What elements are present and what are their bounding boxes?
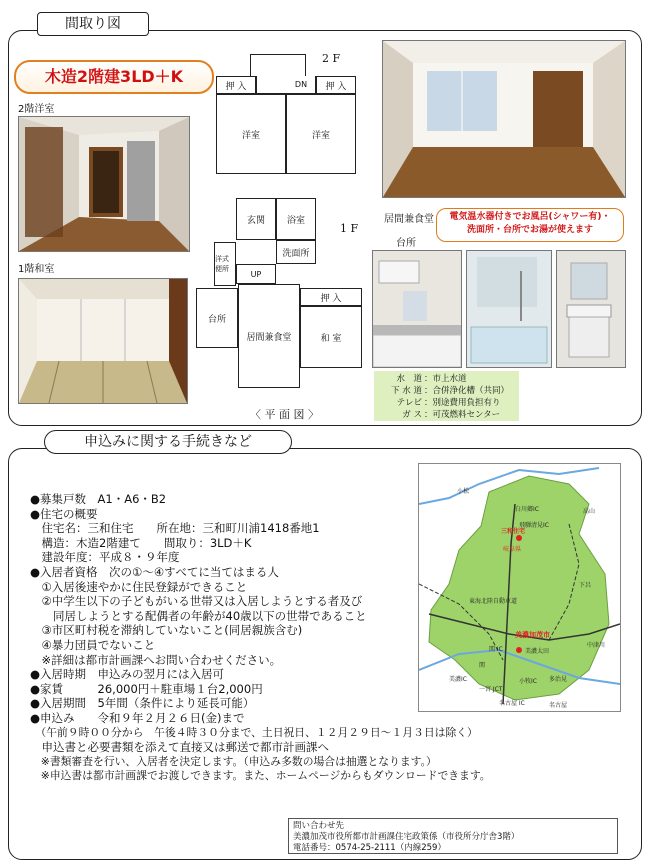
detail-line: ②中学生以下の子どもがいる世帯又は入居しようとする者及び xyxy=(30,594,363,609)
contact-box xyxy=(288,818,618,854)
caption-living-dining: 居間兼食堂 xyxy=(384,214,434,225)
photo-upstairs-western xyxy=(18,116,190,252)
util-tv-label: テレビ xyxy=(396,398,422,408)
hot-water-notice xyxy=(436,208,624,242)
util-sewer-value: ：合併浄化槽（共同） xyxy=(424,386,510,396)
room-2f-hall xyxy=(256,76,316,94)
caption-first-japanese: 1階和室 xyxy=(18,264,55,275)
detail-line: （午前９時００分から 午後４時３０分まで、土日祝日、１２月２９日～１月３日は除く） xyxy=(30,725,478,739)
map-label-seki: 関 xyxy=(479,662,486,669)
util-water-value: ：市上水道 xyxy=(424,374,467,384)
room-2f-western-right: 洋室 xyxy=(286,94,356,174)
contact-office: 美濃加茂市役所都市計画課住宅政策係（市役所分庁舎3階） xyxy=(293,832,520,842)
detail-line: ④暴力団員でないこと xyxy=(30,637,156,652)
map-label-nagoya: 名古屋 xyxy=(549,702,568,709)
detail-line: ●募集戸数 A1・A6・B2 xyxy=(30,492,167,506)
map-label-komaki: 小牧IC xyxy=(519,678,537,685)
detail-line: ①入居後速やかに住民登録ができること xyxy=(30,579,248,594)
room-1f-toilet: 洋式便所 xyxy=(214,242,236,286)
floorplan-1f xyxy=(196,198,366,398)
detail-line: ●入居者資格 次の①～④すべてに当てはまる人 xyxy=(30,564,279,579)
room-1f-japanese: 和 室 xyxy=(300,306,362,368)
map-label-tajimi: 多治見 xyxy=(549,676,568,683)
room-1f-entrance: 玄関 xyxy=(236,198,276,240)
section-title-floorplan: 間取り図 xyxy=(37,12,149,36)
detail-line: ●入居期間 5年間（条件により延長可能） xyxy=(30,696,255,711)
room-1f-stairs: UP xyxy=(236,264,276,284)
map-label-gero: 下呂 xyxy=(579,582,592,589)
map-label-shirakawago: 白川郷IC xyxy=(515,506,539,513)
caption-kitchen: 台所 xyxy=(396,238,416,249)
room-2f-western-left: 洋室 xyxy=(216,94,286,174)
section-title-application: 申込みに関する手続きなど xyxy=(44,430,292,454)
detail-line: 住宅名：三和住宅 所在地：三和町川浦1418番地1 xyxy=(30,521,320,536)
map-label-mino-ic: 美濃IC xyxy=(449,676,467,683)
util-gas-label: ガ ス xyxy=(402,410,422,420)
map-label-minoota: 美濃太田 xyxy=(525,648,550,655)
room-2f-closet-right: 押 入 xyxy=(316,76,356,94)
detail-line: ●申込み 令和９年２月２６日(金)まで xyxy=(30,710,245,725)
map-label-tokai: 東海北陸自動車道 xyxy=(469,598,518,605)
room-2f-closet-left: 押 入 xyxy=(216,76,256,94)
detail-line: ③市区町村税を滞納していないこと(同居親族含む) xyxy=(30,623,303,638)
detail-line: ●住宅の概要 xyxy=(30,506,98,521)
room-2f-stairs xyxy=(250,54,306,78)
room-1f-closet: 押 入 xyxy=(300,288,362,306)
room-1f-bath: 浴室 xyxy=(276,198,316,240)
map-label-ichinomiya: 一宮 JCT xyxy=(479,686,503,693)
photo-bathroom xyxy=(466,250,552,368)
photo-living-room xyxy=(382,40,626,198)
util-water-label: 水 道 xyxy=(396,374,422,384)
map-label-nagoya-ic: 名古屋 IC xyxy=(499,700,525,707)
util-tv-value: ：別途費用負担有り xyxy=(424,398,501,408)
util-gas-value: ：可茂燃料センター xyxy=(424,410,501,420)
floor1-label: 1 F xyxy=(340,222,359,235)
map-label-nakatsugawa: 中津川 xyxy=(587,642,606,649)
map-label-takayama: 高山 xyxy=(583,508,596,515)
utilities-box xyxy=(374,371,519,421)
detail-line: ●入居時期 申込みの翌月には入居可 xyxy=(30,667,225,682)
photo-first-japanese xyxy=(18,278,188,404)
detail-line: ※詳細は都市計画課へお問い合わせください。 xyxy=(30,652,282,667)
photo-washroom xyxy=(556,250,626,368)
util-sewer-label: 下 水 道 xyxy=(391,386,422,396)
room-1f-washroom: 洗面所 xyxy=(276,240,316,264)
detail-line: 申込書と必要書類を添えて直接又は郵送で都市計画課へ xyxy=(30,740,329,755)
application-details xyxy=(30,492,620,784)
map-label-gifu: 岐阜県 xyxy=(503,546,522,553)
floorplan-2f xyxy=(216,54,356,174)
map-label-seki-ic: 関 IC xyxy=(489,646,503,653)
notice-line2: 洗面所・台所でお湯が使えます xyxy=(466,225,593,235)
detail-line: 同居しようとする配偶者の年齢が40歳以下の世帯であること xyxy=(30,608,367,623)
detail-line: ●家賃 26,000円＋駐車場１台2,000円 xyxy=(30,681,263,696)
room-1f-kitchen: 台所 xyxy=(196,288,238,348)
dn-label: DN xyxy=(294,80,308,89)
map-label-hidakiyomi: 飛騨清見IC xyxy=(519,522,549,529)
detail-line: ※書類審査を行い、入居者を決定します。（申込み多数の場合は抽選となります。） xyxy=(30,754,437,768)
contact-heading: 問い合わせ先 xyxy=(293,821,345,831)
floorplan-caption: 〈 平 面 図 〉 xyxy=(250,408,319,421)
notice-line1: 電気温水器付きでお風呂(シャワー有)・ xyxy=(449,212,611,222)
detail-line: ※申込書は都市計画課でお渡しできます。また、ホームページからもダウンロードできます。 xyxy=(30,769,491,783)
map-label-target: 三和住宅 xyxy=(501,528,526,535)
room-1f-living: 居間兼食堂 xyxy=(238,284,300,388)
map-label-komatsu: 小松 xyxy=(457,488,470,495)
map-label-minokamo: 美濃加茂市 xyxy=(515,631,550,639)
building-headline: 木造2階建3LD＋K xyxy=(14,60,214,94)
caption-upstairs-western: 2階洋室 xyxy=(18,104,55,115)
detail-line: 建設年度：平成８・９年度 xyxy=(30,550,180,565)
photo-kitchen xyxy=(372,250,462,368)
floor2-label: 2 F xyxy=(322,52,341,65)
contact-phone: 電話番号：0574-25-2111（内線259） xyxy=(293,843,446,853)
detail-line: 構造：木造2階建て 間取り：3LD＋K xyxy=(30,535,252,550)
